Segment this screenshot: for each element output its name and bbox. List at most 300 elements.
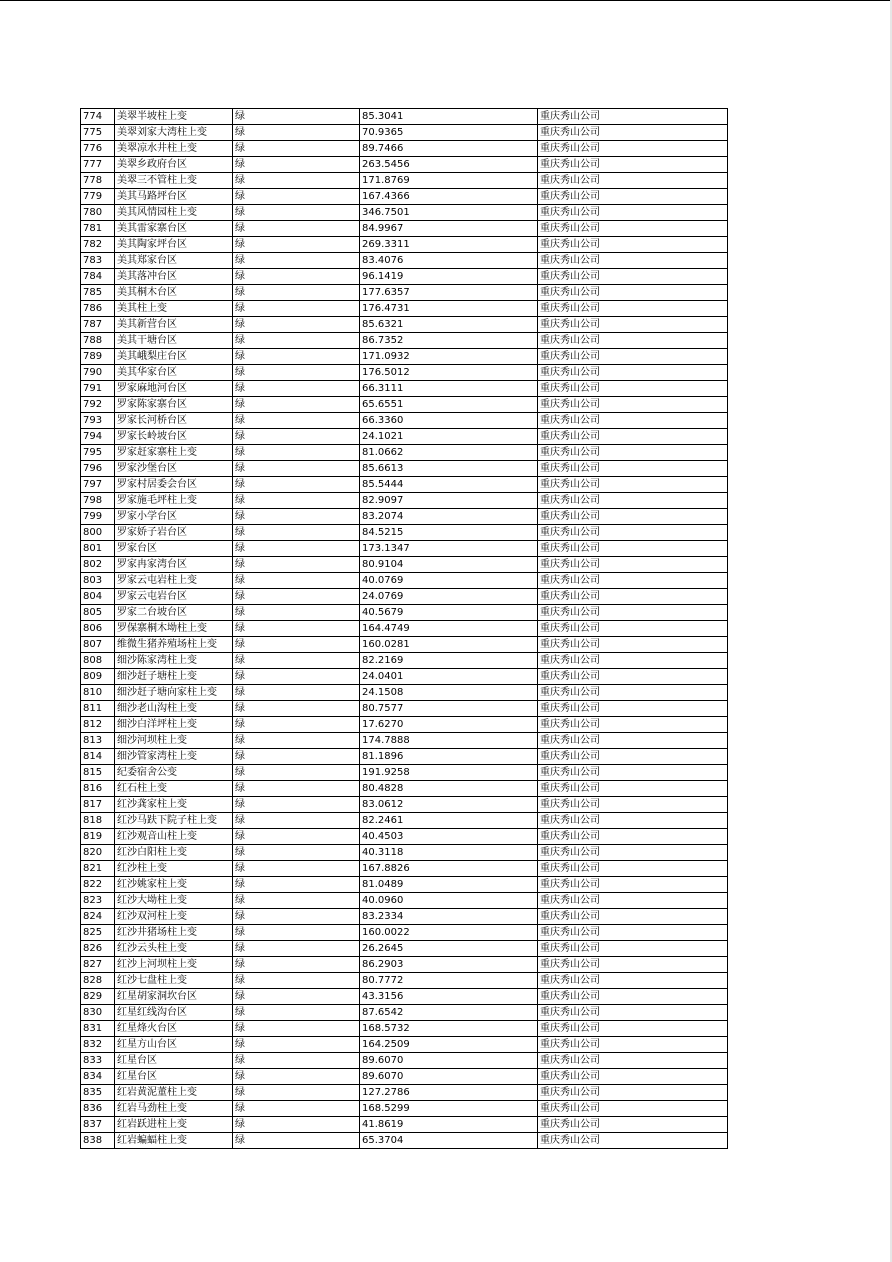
status-cell: 绿: [233, 413, 360, 429]
station-name-cell: 美其新营台区: [115, 317, 233, 333]
status-cell: 绿: [233, 253, 360, 269]
value-cell: 83.0612: [360, 797, 538, 813]
status-cell: 绿: [233, 397, 360, 413]
station-name-cell: 罗家陈家寨台区: [115, 397, 233, 413]
station-name-cell: 红沙大坳柱上变: [115, 893, 233, 909]
row-number-cell: 806: [81, 621, 115, 637]
value-cell: 40.5679: [360, 605, 538, 621]
row-number-cell: 781: [81, 221, 115, 237]
company-cell: 重庆秀山公司: [538, 317, 728, 333]
station-name-cell: 美翠乡政府台区: [115, 157, 233, 173]
table-row: [81, 1053, 728, 1069]
table-row: [81, 157, 728, 173]
row-number-cell: 836: [81, 1101, 115, 1117]
station-name-cell: 红沙马趺下院子柱上变: [115, 813, 233, 829]
status-cell: 绿: [233, 861, 360, 877]
value-cell: 168.5299: [360, 1101, 538, 1117]
status-cell: 绿: [233, 557, 360, 573]
table-row: [81, 1037, 728, 1053]
status-cell: 绿: [233, 765, 360, 781]
station-name-cell: 红岩马劲柱上变: [115, 1101, 233, 1117]
company-cell: 重庆秀山公司: [538, 813, 728, 829]
station-name-cell: 红岩黄泥董柱上变: [115, 1085, 233, 1101]
value-cell: 80.7577: [360, 701, 538, 717]
value-cell: 176.4731: [360, 301, 538, 317]
table-row: [81, 685, 728, 701]
status-cell: 绿: [233, 637, 360, 653]
status-cell: 绿: [233, 669, 360, 685]
company-cell: 重庆秀山公司: [538, 461, 728, 477]
value-cell: 84.5215: [360, 525, 538, 541]
row-number-cell: 823: [81, 893, 115, 909]
status-cell: 绿: [233, 957, 360, 973]
status-cell: 绿: [233, 205, 360, 221]
station-name-cell: 美其雷家寨台区: [115, 221, 233, 237]
status-cell: 绿: [233, 445, 360, 461]
company-cell: 重庆秀山公司: [538, 941, 728, 957]
value-cell: 65.3704: [360, 1133, 538, 1149]
table-row: [81, 349, 728, 365]
value-cell: 81.1896: [360, 749, 538, 765]
row-number-cell: 829: [81, 989, 115, 1005]
value-cell: 66.3360: [360, 413, 538, 429]
table-row: [81, 573, 728, 589]
company-cell: 重庆秀山公司: [538, 125, 728, 141]
value-cell: 89.6070: [360, 1053, 538, 1069]
station-name-cell: 罗家沙堡台区: [115, 461, 233, 477]
value-cell: 164.4749: [360, 621, 538, 637]
company-cell: 重庆秀山公司: [538, 685, 728, 701]
status-cell: 绿: [233, 493, 360, 509]
station-name-cell: 罗家施毛坪柱上变: [115, 493, 233, 509]
status-cell: 绿: [233, 621, 360, 637]
row-number-cell: 783: [81, 253, 115, 269]
status-cell: 绿: [233, 157, 360, 173]
table-row: [81, 477, 728, 493]
table-row: [81, 301, 728, 317]
company-cell: 重庆秀山公司: [538, 749, 728, 765]
station-name-cell: 红沙云头柱上变: [115, 941, 233, 957]
station-name-cell: 细沙河坝柱上变: [115, 733, 233, 749]
status-cell: 绿: [233, 1117, 360, 1133]
row-number-cell: 792: [81, 397, 115, 413]
status-cell: 绿: [233, 909, 360, 925]
table-row: [81, 957, 728, 973]
station-name-cell: 红星台区: [115, 1069, 233, 1085]
company-cell: 重庆秀山公司: [538, 237, 728, 253]
table-row: [81, 909, 728, 925]
value-cell: 346.7501: [360, 205, 538, 221]
station-name-cell: 美翠刘家大湾柱上变: [115, 125, 233, 141]
value-cell: 81.0662: [360, 445, 538, 461]
status-cell: 绿: [233, 237, 360, 253]
row-number-cell: 809: [81, 669, 115, 685]
value-cell: 176.5012: [360, 365, 538, 381]
status-cell: 绿: [233, 781, 360, 797]
table-row: [81, 413, 728, 429]
row-number-cell: 805: [81, 605, 115, 621]
company-cell: 重庆秀山公司: [538, 973, 728, 989]
row-number-cell: 774: [81, 109, 115, 125]
page-top-border: [0, 0, 892, 1]
station-name-cell: 美其风情园柱上变: [115, 205, 233, 221]
table-row: [81, 333, 728, 349]
value-cell: 86.2903: [360, 957, 538, 973]
table-row: [81, 253, 728, 269]
row-number-cell: 798: [81, 493, 115, 509]
company-cell: 重庆秀山公司: [538, 301, 728, 317]
table-row: [81, 1069, 728, 1085]
value-cell: 85.3041: [360, 109, 538, 125]
company-cell: 重庆秀山公司: [538, 333, 728, 349]
company-cell: 重庆秀山公司: [538, 1117, 728, 1133]
value-cell: 82.2461: [360, 813, 538, 829]
station-name-cell: 细沙赶子塘柱上变: [115, 669, 233, 685]
value-cell: 83.2334: [360, 909, 538, 925]
status-cell: 绿: [233, 893, 360, 909]
station-name-cell: 红星红线沟台区: [115, 1005, 233, 1021]
value-cell: 85.6613: [360, 461, 538, 477]
table-row: [81, 1101, 728, 1117]
station-name-cell: 细沙老山沟柱上变: [115, 701, 233, 717]
value-cell: 40.0960: [360, 893, 538, 909]
row-number-cell: 826: [81, 941, 115, 957]
company-cell: 重庆秀山公司: [538, 285, 728, 301]
value-cell: 160.0022: [360, 925, 538, 941]
status-cell: 绿: [233, 1037, 360, 1053]
status-cell: 绿: [233, 1133, 360, 1149]
row-number-cell: 785: [81, 285, 115, 301]
value-cell: 40.3118: [360, 845, 538, 861]
company-cell: 重庆秀山公司: [538, 1101, 728, 1117]
row-number-cell: 827: [81, 957, 115, 973]
value-cell: 87.6542: [360, 1005, 538, 1021]
status-cell: 绿: [233, 605, 360, 621]
value-cell: 89.6070: [360, 1069, 538, 1085]
station-name-cell: 罗家赶家寨柱上变: [115, 445, 233, 461]
status-cell: 绿: [233, 941, 360, 957]
status-cell: 绿: [233, 749, 360, 765]
station-name-cell: 红沙上河坝柱上变: [115, 957, 233, 973]
value-cell: 167.4366: [360, 189, 538, 205]
station-name-cell: 红石柱上变: [115, 781, 233, 797]
value-cell: 80.9104: [360, 557, 538, 573]
company-cell: 重庆秀山公司: [538, 797, 728, 813]
row-number-cell: 788: [81, 333, 115, 349]
row-number-cell: 834: [81, 1069, 115, 1085]
company-cell: 重庆秀山公司: [538, 205, 728, 221]
station-name-cell: 美其柱上变: [115, 301, 233, 317]
status-cell: 绿: [233, 877, 360, 893]
status-cell: 绿: [233, 381, 360, 397]
value-cell: 80.7772: [360, 973, 538, 989]
value-cell: 84.9967: [360, 221, 538, 237]
company-cell: 重庆秀山公司: [538, 349, 728, 365]
company-cell: 重庆秀山公司: [538, 717, 728, 733]
company-cell: 重庆秀山公司: [538, 909, 728, 925]
table-row: [81, 1133, 728, 1149]
status-cell: 绿: [233, 973, 360, 989]
company-cell: 重庆秀山公司: [538, 621, 728, 637]
table-body: [81, 109, 728, 1149]
company-cell: 重庆秀山公司: [538, 189, 728, 205]
company-cell: 重庆秀山公司: [538, 397, 728, 413]
company-cell: 重庆秀山公司: [538, 1133, 728, 1149]
station-name-cell: 美其落冲台区: [115, 269, 233, 285]
station-name-cell: 红沙柱上变: [115, 861, 233, 877]
row-number-cell: 778: [81, 173, 115, 189]
station-name-cell: 美其干塘台区: [115, 333, 233, 349]
row-number-cell: 811: [81, 701, 115, 717]
value-cell: 160.0281: [360, 637, 538, 653]
company-cell: 重庆秀山公司: [538, 253, 728, 269]
row-number-cell: 837: [81, 1117, 115, 1133]
table-row: [81, 605, 728, 621]
company-cell: 重庆秀山公司: [538, 1005, 728, 1021]
status-cell: 绿: [233, 1005, 360, 1021]
row-number-cell: 822: [81, 877, 115, 893]
value-cell: 177.6357: [360, 285, 538, 301]
row-number-cell: 776: [81, 141, 115, 157]
row-number-cell: 784: [81, 269, 115, 285]
company-cell: 重庆秀山公司: [538, 381, 728, 397]
station-name-cell: 红星烽火台区: [115, 1021, 233, 1037]
company-cell: 重庆秀山公司: [538, 845, 728, 861]
table-row: [81, 317, 728, 333]
value-cell: 167.8826: [360, 861, 538, 877]
station-name-cell: 美其陶家坪台区: [115, 237, 233, 253]
row-number-cell: 815: [81, 765, 115, 781]
station-name-cell: 美其峨梨庄台区: [115, 349, 233, 365]
row-number-cell: 824: [81, 909, 115, 925]
station-name-cell: 维微生猪养殖场柱上变: [115, 637, 233, 653]
row-number-cell: 828: [81, 973, 115, 989]
station-name-cell: 罗家台区: [115, 541, 233, 557]
station-name-cell: 红岩跃进柱上变: [115, 1117, 233, 1133]
station-name-cell: 罗家二台坡台区: [115, 605, 233, 621]
station-name-cell: 罗家村居委会台区: [115, 477, 233, 493]
status-cell: 绿: [233, 525, 360, 541]
value-cell: 191.9258: [360, 765, 538, 781]
company-cell: 重庆秀山公司: [538, 829, 728, 845]
company-cell: 重庆秀山公司: [538, 173, 728, 189]
table-row: [81, 589, 728, 605]
status-cell: 绿: [233, 701, 360, 717]
row-number-cell: 838: [81, 1133, 115, 1149]
table-row: [81, 797, 728, 813]
company-cell: 重庆秀山公司: [538, 637, 728, 653]
row-number-cell: 797: [81, 477, 115, 493]
status-cell: 绿: [233, 589, 360, 605]
status-cell: 绿: [233, 685, 360, 701]
table-row: [81, 733, 728, 749]
row-number-cell: 833: [81, 1053, 115, 1069]
status-cell: 绿: [233, 429, 360, 445]
value-cell: 171.8769: [360, 173, 538, 189]
table-row: [81, 269, 728, 285]
company-cell: 重庆秀山公司: [538, 141, 728, 157]
status-cell: 绿: [233, 989, 360, 1005]
status-cell: 绿: [233, 349, 360, 365]
company-cell: 重庆秀山公司: [538, 365, 728, 381]
value-cell: 40.0769: [360, 573, 538, 589]
value-cell: 269.3311: [360, 237, 538, 253]
company-cell: 重庆秀山公司: [538, 1085, 728, 1101]
status-cell: 绿: [233, 925, 360, 941]
station-name-cell: 红沙双河柱上变: [115, 909, 233, 925]
status-cell: 绿: [233, 717, 360, 733]
table-row: [81, 749, 728, 765]
value-cell: 65.6551: [360, 397, 538, 413]
company-cell: 重庆秀山公司: [538, 573, 728, 589]
company-cell: 重庆秀山公司: [538, 269, 728, 285]
status-cell: 绿: [233, 333, 360, 349]
row-number-cell: 821: [81, 861, 115, 877]
table-row: [81, 1005, 728, 1021]
value-cell: 41.8619: [360, 1117, 538, 1133]
table-row: [81, 1021, 728, 1037]
status-cell: 绿: [233, 1053, 360, 1069]
value-cell: 89.7466: [360, 141, 538, 157]
station-name-cell: 美其华家台区: [115, 365, 233, 381]
station-name-cell: 罗家长河桥台区: [115, 413, 233, 429]
table-row: [81, 621, 728, 637]
value-cell: 85.5444: [360, 477, 538, 493]
row-number-cell: 791: [81, 381, 115, 397]
status-cell: 绿: [233, 733, 360, 749]
table-row: [81, 381, 728, 397]
table-row: [81, 525, 728, 541]
row-number-cell: 812: [81, 717, 115, 733]
row-number-cell: 786: [81, 301, 115, 317]
station-name-cell: 美翠凉水井柱上变: [115, 141, 233, 157]
value-cell: 85.6321: [360, 317, 538, 333]
station-name-cell: 纪委宿舍公变: [115, 765, 233, 781]
table-row: [81, 989, 728, 1005]
row-number-cell: 789: [81, 349, 115, 365]
table-row: [81, 877, 728, 893]
value-cell: 171.0932: [360, 349, 538, 365]
company-cell: 重庆秀山公司: [538, 861, 728, 877]
table-row: [81, 941, 728, 957]
status-cell: 绿: [233, 141, 360, 157]
station-name-cell: 细沙管家湾柱上变: [115, 749, 233, 765]
company-cell: 重庆秀山公司: [538, 1053, 728, 1069]
table-row: [81, 669, 728, 685]
row-number-cell: 799: [81, 509, 115, 525]
row-number-cell: 793: [81, 413, 115, 429]
station-name-cell: 红沙龚家柱上变: [115, 797, 233, 813]
table-row: [81, 1117, 728, 1133]
status-cell: 绿: [233, 317, 360, 333]
company-cell: 重庆秀山公司: [538, 989, 728, 1005]
status-cell: 绿: [233, 125, 360, 141]
company-cell: 重庆秀山公司: [538, 765, 728, 781]
value-cell: 127.2786: [360, 1085, 538, 1101]
table-row: [81, 973, 728, 989]
value-cell: 70.9365: [360, 125, 538, 141]
table-row: [81, 445, 728, 461]
station-name-cell: 罗家小学台区: [115, 509, 233, 525]
company-cell: 重庆秀山公司: [538, 893, 728, 909]
status-cell: 绿: [233, 845, 360, 861]
status-cell: 绿: [233, 221, 360, 237]
value-cell: 66.3111: [360, 381, 538, 397]
row-number-cell: 800: [81, 525, 115, 541]
table-row: [81, 397, 728, 413]
station-name-cell: 罗家长岭坡台区: [115, 429, 233, 445]
row-number-cell: 804: [81, 589, 115, 605]
status-cell: 绿: [233, 1101, 360, 1117]
value-cell: 96.1419: [360, 269, 538, 285]
company-cell: 重庆秀山公司: [538, 557, 728, 573]
station-name-cell: 罗保寨桐木坳柱上变: [115, 621, 233, 637]
table-row: [81, 237, 728, 253]
station-name-cell: 红沙七盘柱上变: [115, 973, 233, 989]
value-cell: 26.2645: [360, 941, 538, 957]
value-cell: 43.3156: [360, 989, 538, 1005]
value-cell: 82.2169: [360, 653, 538, 669]
row-number-cell: 777: [81, 157, 115, 173]
value-cell: 83.4076: [360, 253, 538, 269]
station-name-cell: 罗家麻地河台区: [115, 381, 233, 397]
station-name-cell: 红岩蝙蝠柱上变: [115, 1133, 233, 1149]
row-number-cell: 794: [81, 429, 115, 445]
status-cell: 绿: [233, 1021, 360, 1037]
status-cell: 绿: [233, 573, 360, 589]
value-cell: 82.9097: [360, 493, 538, 509]
row-number-cell: 835: [81, 1085, 115, 1101]
value-cell: 17.6270: [360, 717, 538, 733]
station-name-cell: 美其桐木台区: [115, 285, 233, 301]
table-row: [81, 109, 728, 125]
table-row: [81, 637, 728, 653]
company-cell: 重庆秀山公司: [538, 925, 728, 941]
value-cell: 24.0401: [360, 669, 538, 685]
table-row: [81, 829, 728, 845]
row-number-cell: 790: [81, 365, 115, 381]
table-row: [81, 285, 728, 301]
value-cell: 40.4503: [360, 829, 538, 845]
company-cell: 重庆秀山公司: [538, 669, 728, 685]
row-number-cell: 775: [81, 125, 115, 141]
station-name-cell: 罗家云屯岩台区: [115, 589, 233, 605]
table-row: [81, 429, 728, 445]
table-row: [81, 189, 728, 205]
row-number-cell: 802: [81, 557, 115, 573]
status-cell: 绿: [233, 1069, 360, 1085]
row-number-cell: 807: [81, 637, 115, 653]
row-number-cell: 782: [81, 237, 115, 253]
value-cell: 174.7888: [360, 733, 538, 749]
row-number-cell: 801: [81, 541, 115, 557]
value-cell: 81.0489: [360, 877, 538, 893]
table-row: [81, 365, 728, 381]
table-row: [81, 925, 728, 941]
status-cell: 绿: [233, 477, 360, 493]
row-number-cell: 825: [81, 925, 115, 941]
company-cell: 重庆秀山公司: [538, 733, 728, 749]
value-cell: 263.5456: [360, 157, 538, 173]
station-name-cell: 细沙赶子塘向家柱上变: [115, 685, 233, 701]
company-cell: 重庆秀山公司: [538, 1069, 728, 1085]
row-number-cell: 819: [81, 829, 115, 845]
row-number-cell: 813: [81, 733, 115, 749]
station-name-cell: 细沙陈家湾柱上变: [115, 653, 233, 669]
station-name-cell: 红沙白阳柱上变: [115, 845, 233, 861]
station-name-cell: 罗家云屯岩柱上变: [115, 573, 233, 589]
row-number-cell: 831: [81, 1021, 115, 1037]
